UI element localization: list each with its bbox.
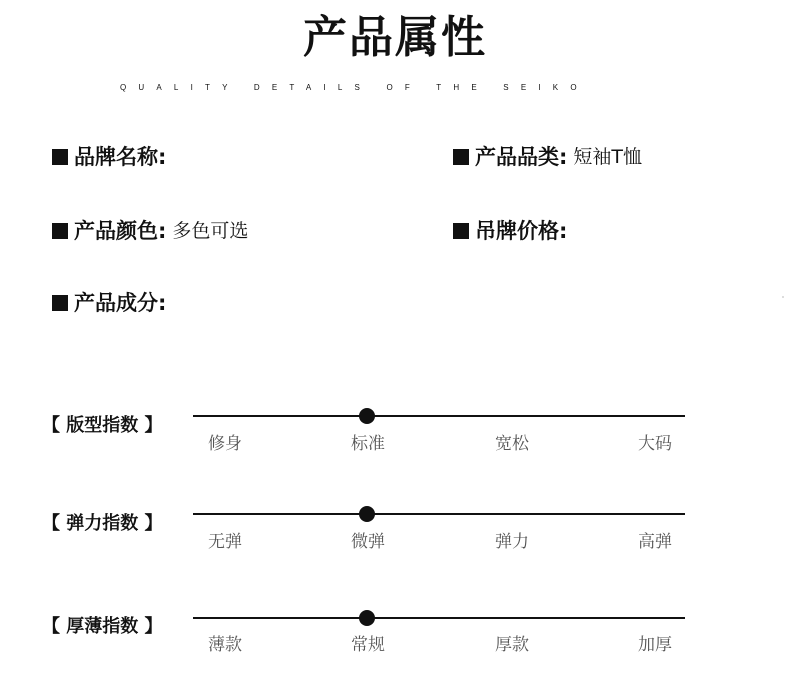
page-title: 产品属性 <box>303 12 487 63</box>
scale-option: 薄款 <box>208 635 242 655</box>
square-bullet-icon <box>453 149 469 165</box>
attr-tag-price <box>453 217 573 245</box>
square-bullet-icon <box>52 295 68 311</box>
scale-track-elasticity <box>193 513 685 515</box>
scale-label-fit: 【 版型指数 】 <box>42 415 163 436</box>
page-subtitle: QUALITY DETAILS OF THE SEIKO <box>120 83 589 92</box>
scale-track-fit <box>193 415 685 417</box>
edge-mark <box>782 296 784 298</box>
scale-option: 弹力 <box>495 532 529 552</box>
square-bullet-icon <box>453 223 469 239</box>
attr-product-composition <box>52 289 172 317</box>
attr-label: 产品品类: <box>475 145 568 169</box>
scale-knob-thickness <box>359 610 375 626</box>
attr-value: 短袖T恤 <box>573 146 643 168</box>
scale-option: 无弹 <box>208 532 242 552</box>
scale-option: 微弹 <box>351 532 385 552</box>
scale-option: 宽松 <box>495 434 529 454</box>
scale-label-elasticity: 【 弹力指数 】 <box>42 513 163 534</box>
attr-label: 吊牌价格: <box>475 219 568 243</box>
scale-knob-elasticity <box>359 506 375 522</box>
scale-label-thickness: 【 厚薄指数 】 <box>42 616 163 637</box>
attr-label: 品牌名称: <box>74 145 167 169</box>
scale-option: 常规 <box>351 635 385 655</box>
attr-product-category <box>453 143 642 171</box>
scale-option: 修身 <box>208 434 242 454</box>
scale-option: 厚款 <box>495 635 529 655</box>
attr-product-color <box>52 217 248 245</box>
attr-label: 产品成分: <box>74 291 167 315</box>
scale-option: 加厚 <box>638 635 672 655</box>
square-bullet-icon <box>52 149 68 165</box>
scale-track-thickness <box>193 617 685 619</box>
scale-option: 高弹 <box>638 532 672 552</box>
attr-brand-name <box>52 143 172 171</box>
attr-label: 产品颜色: <box>74 219 167 243</box>
scale-option: 标准 <box>351 434 385 454</box>
scale-knob-fit <box>359 408 375 424</box>
scale-option: 大码 <box>638 434 672 454</box>
square-bullet-icon <box>52 223 68 239</box>
attr-value: 多色可选 <box>172 220 249 242</box>
